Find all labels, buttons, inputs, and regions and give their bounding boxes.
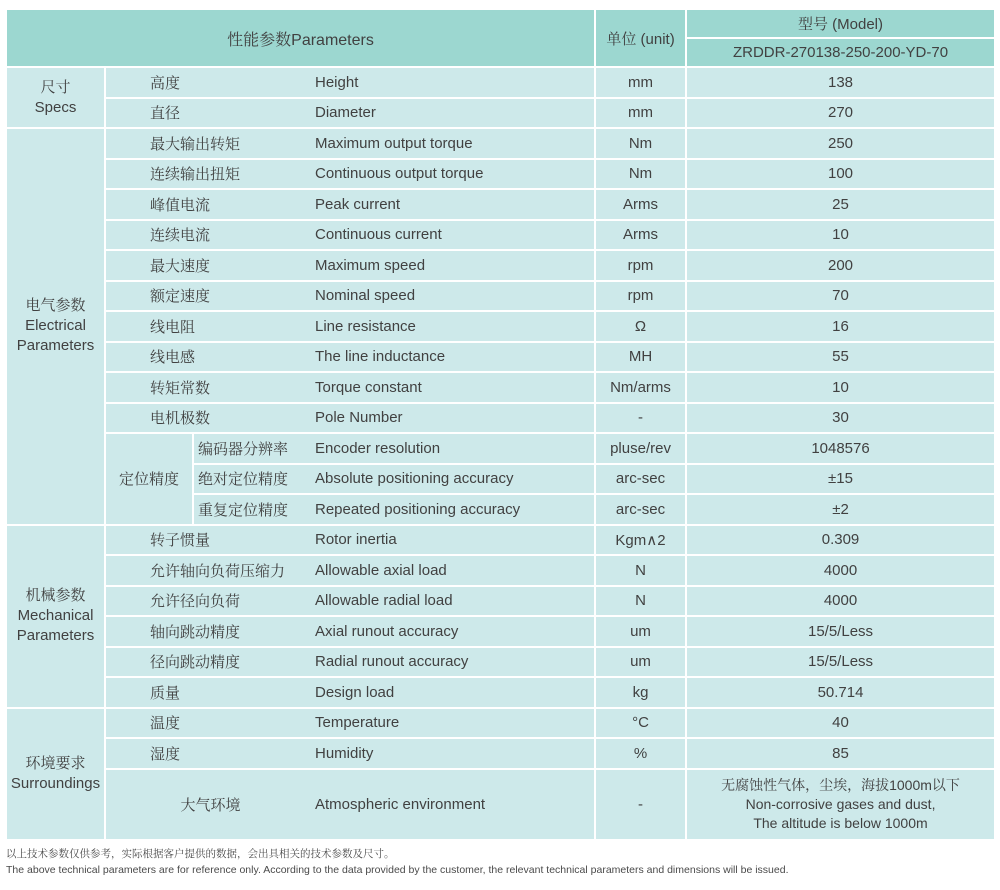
param-label-cn: 允许轴向负荷压缩力	[150, 562, 286, 580]
group-label-en: Specs	[34, 98, 77, 116]
param-cell	[106, 770, 594, 839]
unit-cell: Nm	[596, 160, 685, 189]
param-cell	[106, 556, 594, 585]
param-label-en: Radial runout accuracy	[315, 653, 469, 671]
atmospheric-value-line: The altitude is below 1000m	[753, 814, 928, 831]
param-cell	[106, 160, 594, 189]
param-label-en: Rotor inertia	[315, 531, 397, 549]
table-row	[7, 709, 994, 738]
group-label-cn: 环境要求	[25, 754, 86, 772]
unit-header: 单位 (unit)	[596, 10, 685, 66]
value-cell: 4000	[687, 587, 994, 616]
param-cell	[106, 373, 594, 402]
param-label-cn: 线电阻	[150, 318, 196, 336]
value-cell: 15/5/Less	[687, 617, 994, 646]
footnote-cn: 以上技术参数仅供参考，实际根据客户提供的数据，会出具相关的技术参数及尺寸。	[6, 847, 395, 860]
unit-cell: rpm	[596, 282, 685, 311]
param-cell	[106, 526, 594, 555]
param-label-en: Allowable radial load	[315, 592, 453, 610]
param-label-cn: 连续电流	[150, 227, 211, 245]
param-cell	[106, 282, 594, 311]
param-cell	[106, 709, 594, 738]
table-row	[7, 68, 994, 97]
param-cell	[106, 343, 594, 372]
param-label-cn: 大气环境	[180, 796, 241, 814]
unit-cell: °C	[596, 709, 685, 738]
param-label-cn: 连续输出扭矩	[150, 166, 241, 184]
param-cell	[106, 221, 594, 250]
group-cell-electrical	[7, 129, 104, 524]
unit-cell: mm	[596, 68, 685, 97]
param-label-en: Axial runout accuracy	[315, 622, 459, 640]
param-cell	[194, 434, 594, 463]
param-label-cn: 径向跳动精度	[150, 654, 241, 672]
value-cell: 138	[687, 68, 994, 97]
unit-cell: N	[596, 556, 685, 585]
table-row	[7, 404, 994, 433]
param-label-cn: 线电感	[150, 349, 196, 367]
unit-cell: Ω	[596, 312, 685, 341]
unit-cell: %	[596, 739, 685, 768]
param-label-en: Continuous current	[315, 226, 442, 244]
param-label-en: The line inductance	[315, 348, 446, 366]
value-cell	[687, 770, 994, 839]
param-label-cn: 温度	[150, 715, 181, 733]
value-cell: 16	[687, 312, 994, 341]
param-label-cn: 转子惯量	[150, 532, 211, 550]
group-label-en: Surroundings	[10, 774, 101, 792]
atmospheric-value-line: 无腐蚀性气体，尘埃，海拔1000m以下	[721, 776, 960, 793]
group-cell-surroundings	[7, 709, 104, 839]
param-label-cn: 峰值电流	[150, 196, 211, 214]
value-cell: 40	[687, 709, 994, 738]
param-cell	[106, 99, 594, 128]
param-cell	[106, 648, 594, 677]
param-label-cn: 额定速度	[150, 288, 211, 306]
param-label-en: Line resistance	[315, 317, 416, 335]
table-row	[7, 129, 994, 158]
value-cell: 200	[687, 251, 994, 280]
param-label-en: Continuous output torque	[315, 165, 484, 183]
value-cell: 250	[687, 129, 994, 158]
param-label-en: Pole Number	[315, 409, 403, 427]
group-cell-mechanical	[7, 526, 104, 707]
unit-cell: mm	[596, 99, 685, 128]
table-row	[7, 678, 994, 707]
unit-cell: MH	[596, 343, 685, 372]
param-cell	[106, 251, 594, 280]
table-row	[7, 160, 994, 189]
value-cell: 50.714	[687, 678, 994, 707]
param-cell	[106, 587, 594, 616]
table-row	[7, 190, 994, 219]
value-cell: 4000	[687, 556, 994, 585]
param-cell	[194, 495, 594, 524]
param-label-en: Design load	[315, 683, 395, 701]
value-cell: 30	[687, 404, 994, 433]
param-label-en: Encoder resolution	[315, 439, 441, 457]
param-label-cn: 直径	[150, 105, 181, 123]
param-label-cn: 轴向跳动精度	[150, 623, 241, 641]
model-header: 型号 (Model)	[687, 10, 994, 37]
param-label-cn: 湿度	[150, 745, 181, 763]
table-row	[7, 556, 994, 585]
group-label-en: Mechanical	[17, 607, 94, 624]
param-cell	[106, 190, 594, 219]
value-cell: 1048576	[687, 434, 994, 463]
table-row	[7, 312, 994, 341]
param-label-en: Atmospheric environment	[315, 795, 486, 813]
param-cell	[106, 617, 594, 646]
model-number: ZRDDR-270138-250-200-YD-70	[687, 39, 994, 66]
value-cell: 0.309	[687, 526, 994, 555]
param-cell	[194, 465, 594, 494]
param-label-en: Maximum speed	[315, 256, 426, 274]
group-label-en: Parameters	[16, 337, 95, 355]
unit-cell: -	[596, 404, 685, 433]
param-label-en: Torque constant	[315, 378, 422, 396]
unit-cell: -	[596, 770, 685, 839]
unit-cell: Arms	[596, 221, 685, 250]
value-cell: 70	[687, 282, 994, 311]
param-cell	[106, 678, 594, 707]
unit-cell: um	[596, 648, 685, 677]
table-row	[7, 282, 994, 311]
atmospheric-value-line: Non-corrosive gases and dust,	[745, 795, 936, 812]
param-label-cn: 编码器分辨率	[198, 440, 289, 458]
param-label-cn: 最大速度	[150, 257, 211, 275]
param-cell	[106, 129, 594, 158]
unit-cell: N	[596, 587, 685, 616]
param-label-cn: 质量	[150, 684, 181, 702]
value-cell: 25	[687, 190, 994, 219]
table-row	[7, 648, 994, 677]
table-row	[7, 587, 994, 616]
table-row	[7, 221, 994, 250]
param-label-en: Absolute positioning accuracy	[315, 470, 514, 488]
param-label-en: Diameter	[315, 104, 376, 122]
param-label-en: Nominal speed	[315, 287, 416, 305]
param-label-cn: 转矩常数	[150, 379, 211, 397]
spec-table	[5, 8, 996, 841]
table-row	[7, 434, 994, 463]
value-cell: ±2	[687, 495, 994, 524]
param-cell	[106, 739, 594, 768]
param-cell	[106, 68, 594, 97]
param-label-cn: 绝对定位精度	[198, 471, 289, 489]
value-cell: 270	[687, 99, 994, 128]
group-label-cn: 尺寸	[40, 78, 71, 96]
unit-cell: arc-sec	[596, 465, 685, 494]
table-row	[7, 770, 994, 839]
group-label-en: Electrical	[25, 317, 86, 335]
group-label-en: Parameters	[16, 627, 95, 644]
param-label-en: Height	[315, 73, 359, 91]
table-row	[7, 99, 994, 128]
unit-cell: Kgm∧2	[596, 526, 685, 555]
unit-cell: arc-sec	[596, 495, 685, 524]
group-label-cn: 电气参数	[25, 297, 86, 315]
table-row	[7, 739, 994, 768]
value-cell: ±15	[687, 465, 994, 494]
table-header-row-1	[7, 10, 994, 37]
value-cell: 10	[687, 221, 994, 250]
value-cell: 100	[687, 160, 994, 189]
unit-cell: um	[596, 617, 685, 646]
param-label-cn: 电机极数	[150, 410, 211, 428]
positioning-accuracy-group-cell: 定位精度	[106, 434, 192, 524]
param-label-cn: 允许径向负荷	[150, 593, 241, 611]
table-row	[7, 373, 994, 402]
param-cell	[106, 404, 594, 433]
table-row	[7, 251, 994, 280]
group-cell-specs	[7, 68, 104, 127]
value-cell: 10	[687, 373, 994, 402]
value-cell: 15/5/Less	[687, 648, 994, 677]
param-label-cn: 高度	[150, 74, 181, 92]
param-label-en: Allowable axial load	[315, 561, 447, 579]
param-cell	[106, 312, 594, 341]
parameters-header: 性能参数Parameters	[7, 10, 594, 66]
param-label-en: Repeated positioning accuracy	[315, 500, 521, 518]
unit-cell: Nm/arms	[596, 373, 685, 402]
param-label-en: Temperature	[315, 714, 400, 732]
param-label-en: Maximum output torque	[315, 134, 473, 152]
unit-cell: Arms	[596, 190, 685, 219]
value-cell: 55	[687, 343, 994, 372]
table-row	[7, 617, 994, 646]
param-label-cn: 最大输出转矩	[150, 135, 241, 153]
footnote	[6, 846, 1000, 878]
param-label-en: Peak current	[315, 195, 401, 213]
unit-cell: Nm	[596, 129, 685, 158]
param-label-cn: 重复定位精度	[198, 501, 289, 519]
unit-cell: kg	[596, 678, 685, 707]
unit-cell: rpm	[596, 251, 685, 280]
value-cell: 85	[687, 739, 994, 768]
group-label-cn: 机械参数	[25, 587, 86, 604]
param-label-en: Humidity	[315, 744, 374, 762]
unit-cell: pluse/rev	[596, 434, 685, 463]
table-row	[7, 526, 994, 555]
table-row	[7, 343, 994, 372]
footnote-en: The above technical parameters are for reference only. According to the data provided by the customer, the relevant technical parameters and dimensions will be issued.	[6, 863, 789, 876]
